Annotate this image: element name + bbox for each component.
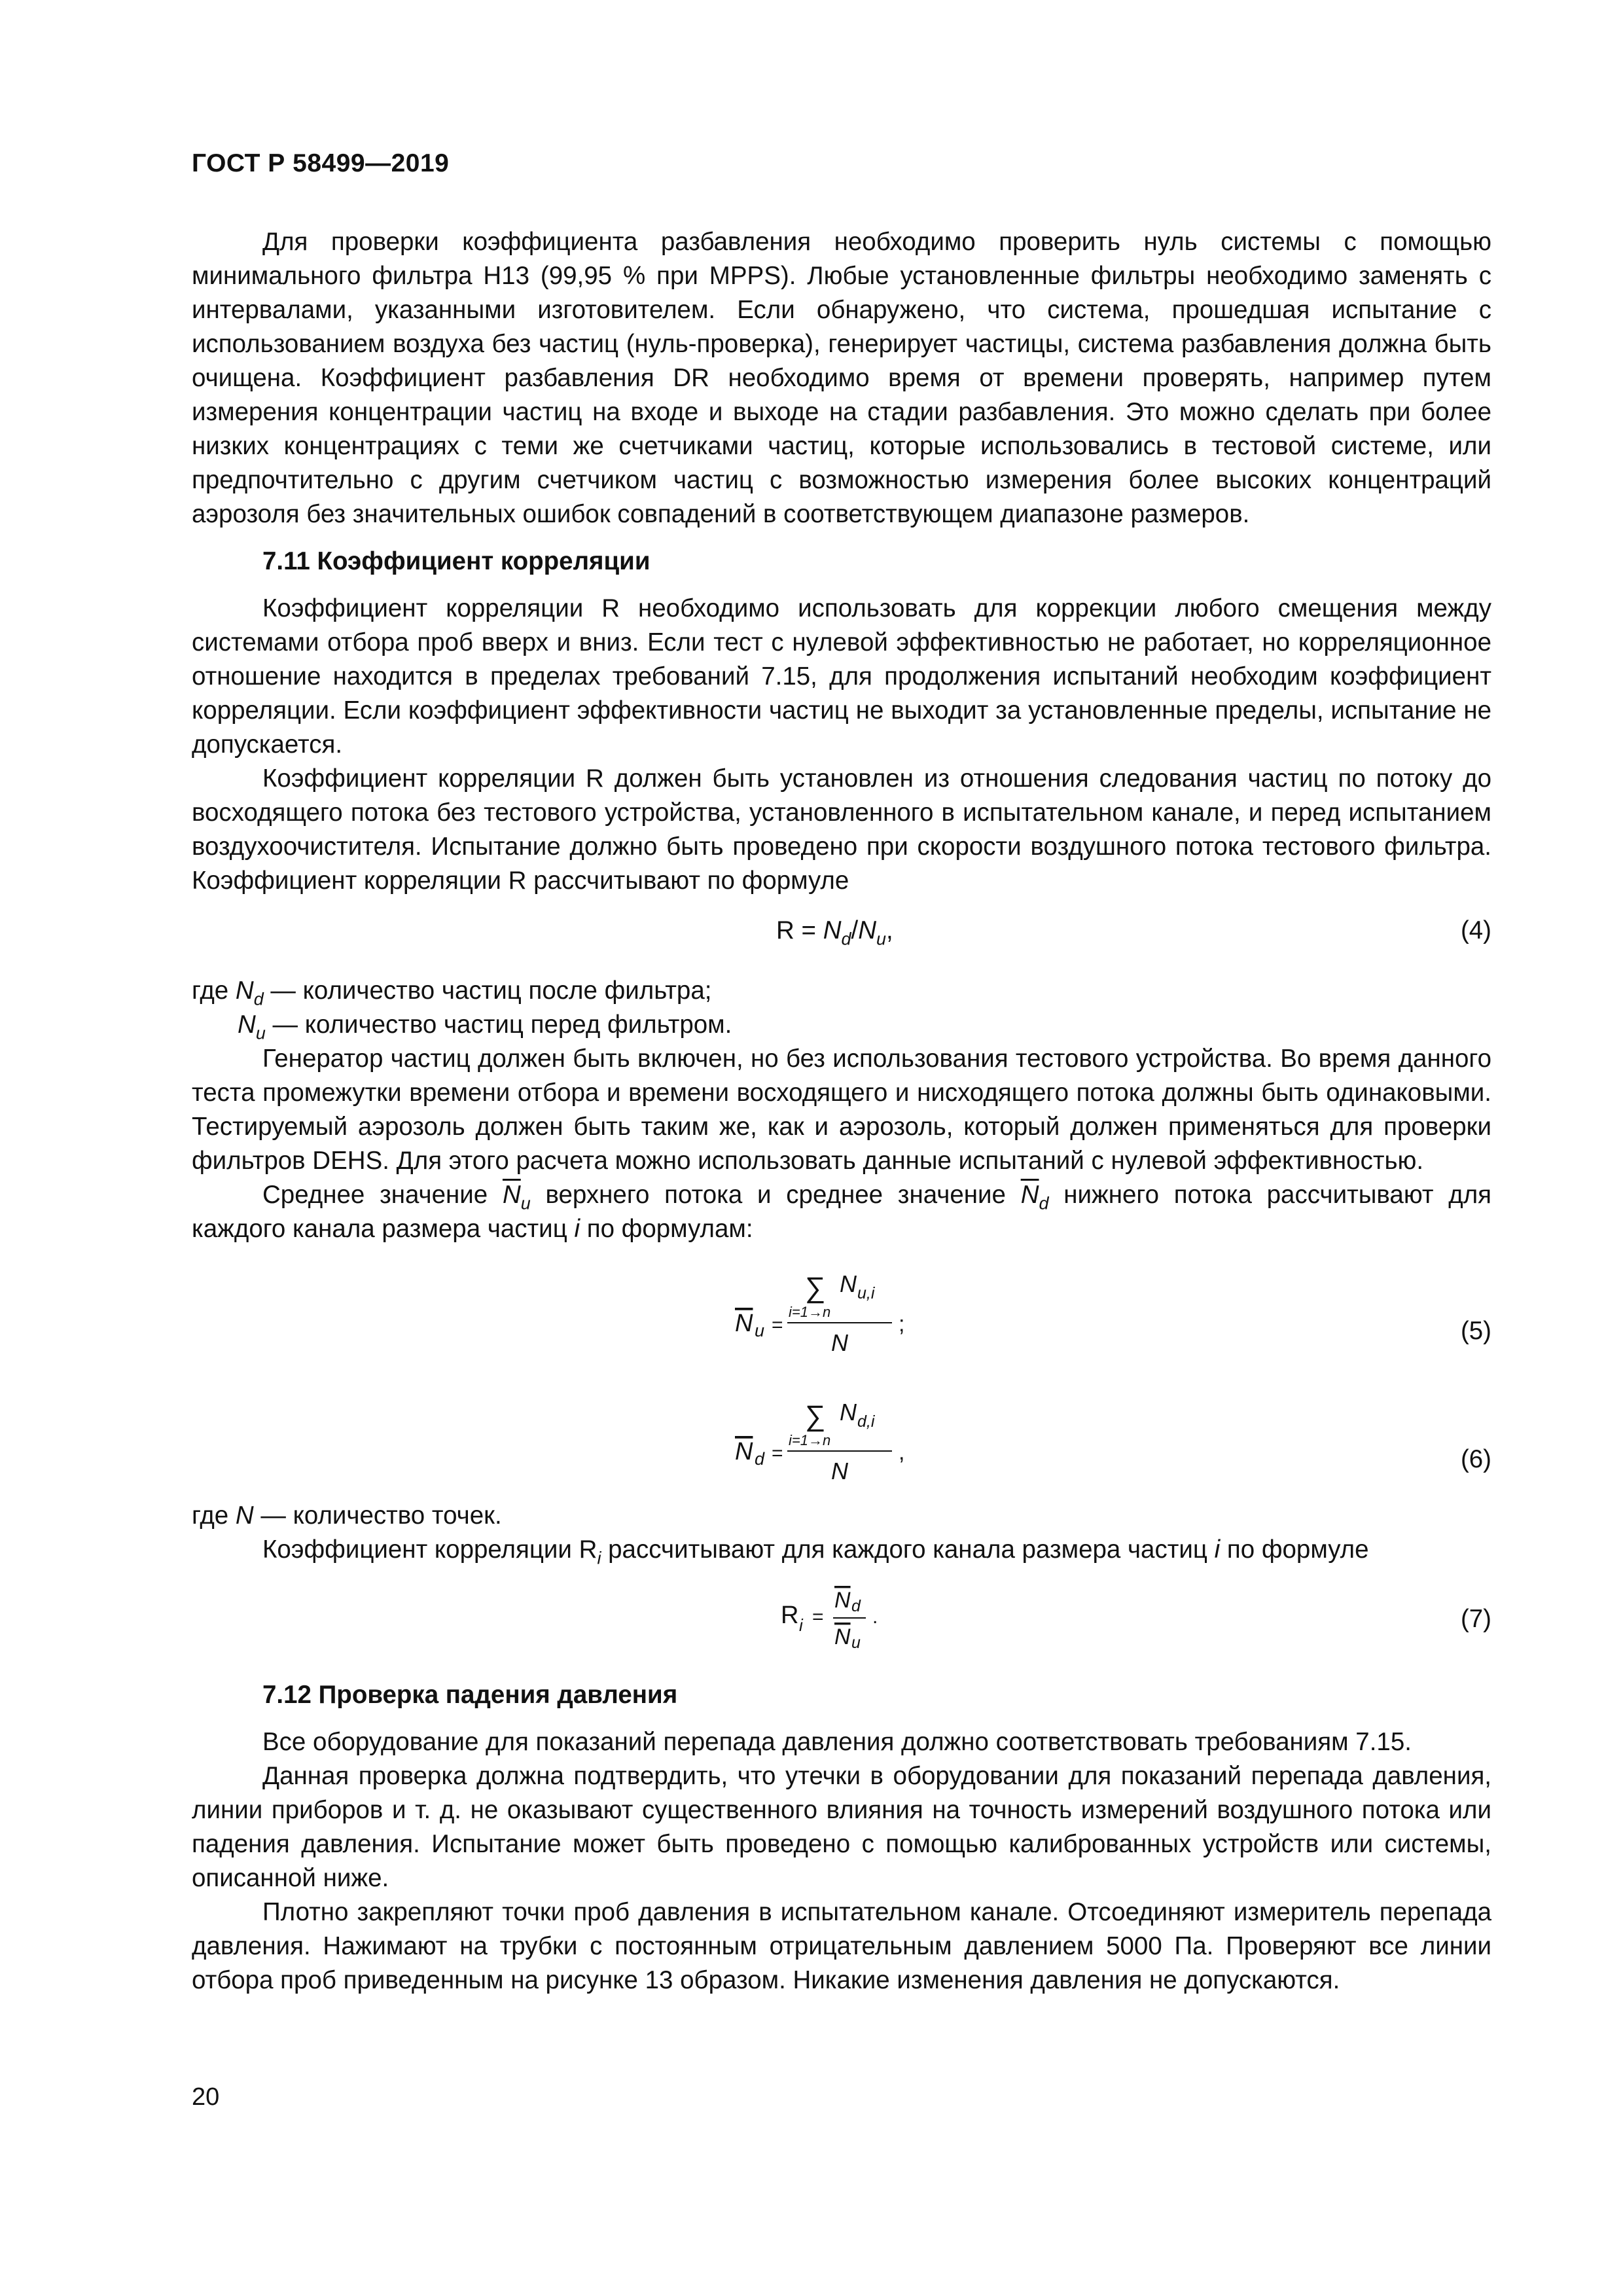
formula-7 [781,1573,912,1665]
numerator-sub: d [851,1597,861,1615]
formula-4-row [192,908,1491,954]
where-nu: $N_u$ — количество частиц перед фильтром. [238,1011,732,1043]
paragraph-mean-values: Среднее значение $\overline{N}_u$ верхнего потока и среднее значение $\overline{N}_d$ нижнего потока рассчитывают для каждого канала размера частиц i по формулам: [192,1181,1492,1243]
paragraph-dilution-check: Для проверки коэффициента разбавления необходимо проверить нуль системы с помощью минимального фильтра Н13 (99,95 % при MPPS). Любые установленные фильтры необходимо заменять с интервалами, указанными изготовителем. Если обнаружено, что система, прошедшая испытание с использованием воздуха без частиц (нуль-проверка), генерирует частицы, система разбавления должна быть очищена. Коэффициент разбавления DR необходимо время от времени проверять, например путем измерения концентрации частиц на входе и выходе на стадии разбавления. Это можно сделать при более низких концентрациях с теми же счетчиками частиц, которые использовались в тестовой системе, или предпочтительно с другим счетчиком частиц с возможностью измерения более высоких концентраций аэрозоля без значительных ошибок совпадений в соответствующем диапазоне размеров. [192,228,1491,528]
numerator-sub: d,i [857,1412,875,1431]
equation-number-4: (4) [1460,916,1491,944]
section-heading-7-12: 7.12 Проверка падения давления [262,1681,678,1709]
formula-6 [735,1374,931,1499]
numerator-sub: u,i [857,1284,875,1302]
equals-sign: = [772,1443,783,1464]
lhs-n: N [735,1438,753,1465]
paragraph-ri: Коэффициент корреляции $R_i$ рассчитывают для каждого канала размера частиц i по формуле [262,1535,1369,1568]
paragraph-correlation-purpose: Коэффициент корреляции R необходимо использовать для коррекции любого смещения между системами отбора проб вверх и вниз. Если тест с нулевой эффективностью не работает, но корреляционное отношение находится в пределах требований 7.15, для продолжения испытаний необходим коэффициент корреляции. Если коэффициент эффективности частиц не выходит за установленные пределы, испытание не допускается. [192,594,1491,759]
equals-sign: = [812,1606,824,1628]
lhs-sub: u [755,1321,765,1340]
sum-range: i=1→n [789,1432,831,1448]
numerator-n: N [840,1270,857,1297]
formula-5 [735,1246,931,1371]
lhs-sub: d [755,1449,765,1469]
denominator-n: N [831,1329,848,1356]
document-header: ГОСТ Р 58499—2019 [192,149,450,177]
page-number: 20 [192,2083,220,2111]
sum-symbol: ∑ [805,1400,826,1432]
equals-sign: = [772,1314,783,1336]
document-body [192,225,1491,1998]
formula-6-row [192,1374,1491,1499]
formula-4: $R = N_d/N_u$, [776,916,893,949]
equation-number-6: (6) [1460,1445,1491,1473]
equation-number-5: (5) [1460,1317,1491,1345]
section-heading-7-11: 7.11 Коэффициент корреляции [262,547,651,575]
paragraph-correlation-method: Коэффициент корреляции R должен быть установлен из отношения следования частиц по потоку до восходящего потока без тестового устройства, установленного в испытательном канале, и перед испытанием воздухоочистителя. Испытание должно быть проведено при скорости воздушного потока тестового фильтра. Коэффициент корреляции R рассчитывают по формуле [192,764,1491,895]
formula-7-row [192,1567,1491,1665]
denominator-sub: u [851,1634,861,1652]
paragraph-leak-check: Данная проверка должна подтвердить, что утечки в оборудовании для показаний перепада давления, линии приборов и т. д. не оказывают существенного влияния на точность измерений воздушного потока или падения давления. Испытание может быть проведено с помощью калиброванных устройств или системы, описанной ниже. [192,1762,1491,1892]
lhs-sub: i [799,1615,803,1635]
formula-5-row [192,1246,1491,1374]
sum-range: i=1→n [789,1304,831,1320]
equation-number-7: (7) [1460,1605,1491,1633]
numerator-n: N [834,1588,851,1613]
denominator-n: N [831,1458,848,1484]
paragraph-pressure-equipment: Все оборудование для показаний перепада давления должно соответствовать требованиям 7.15. [262,1728,1412,1756]
lhs-n: N [735,1310,753,1337]
numerator-n: N [840,1399,857,1426]
sum-symbol: ∑ [805,1272,826,1304]
punct: . [872,1606,878,1628]
where-n: где N — количество точек. [192,1501,502,1530]
paragraph-generator: Генератор частиц должен быть включен, но без использования тестового устройства. Во время данного теста промежутки времени отбора и времени восходящего и нисходящего потока должны быть одинаковыми. Тестируемый аэрозоль должен быть таким же, как и аэрозоль, который должен применяться для проверки фильтров DEHS. Для этого расчета можно использовать данные испытаний с нулевой эффективностью. [192,1045,1491,1175]
punct: ; [899,1312,905,1336]
lhs-r: R [781,1602,799,1629]
denominator-n: N [834,1624,851,1649]
punct: , [899,1440,905,1465]
where-nd: где $N_d$ — количество частиц после фильтра; [192,977,712,1009]
paragraph-procedure: Плотно закрепляют точки проб давления в испытательном канале. Отсоединяют измеритель перепада давления. Нажимают на трубки с постоянным отрицательным давлением 5000 Па. Проверяют все линии отбора проб приведенным на рисунке 13 образом. Никакие изменения давления не допускаются. [192,1898,1491,1994]
